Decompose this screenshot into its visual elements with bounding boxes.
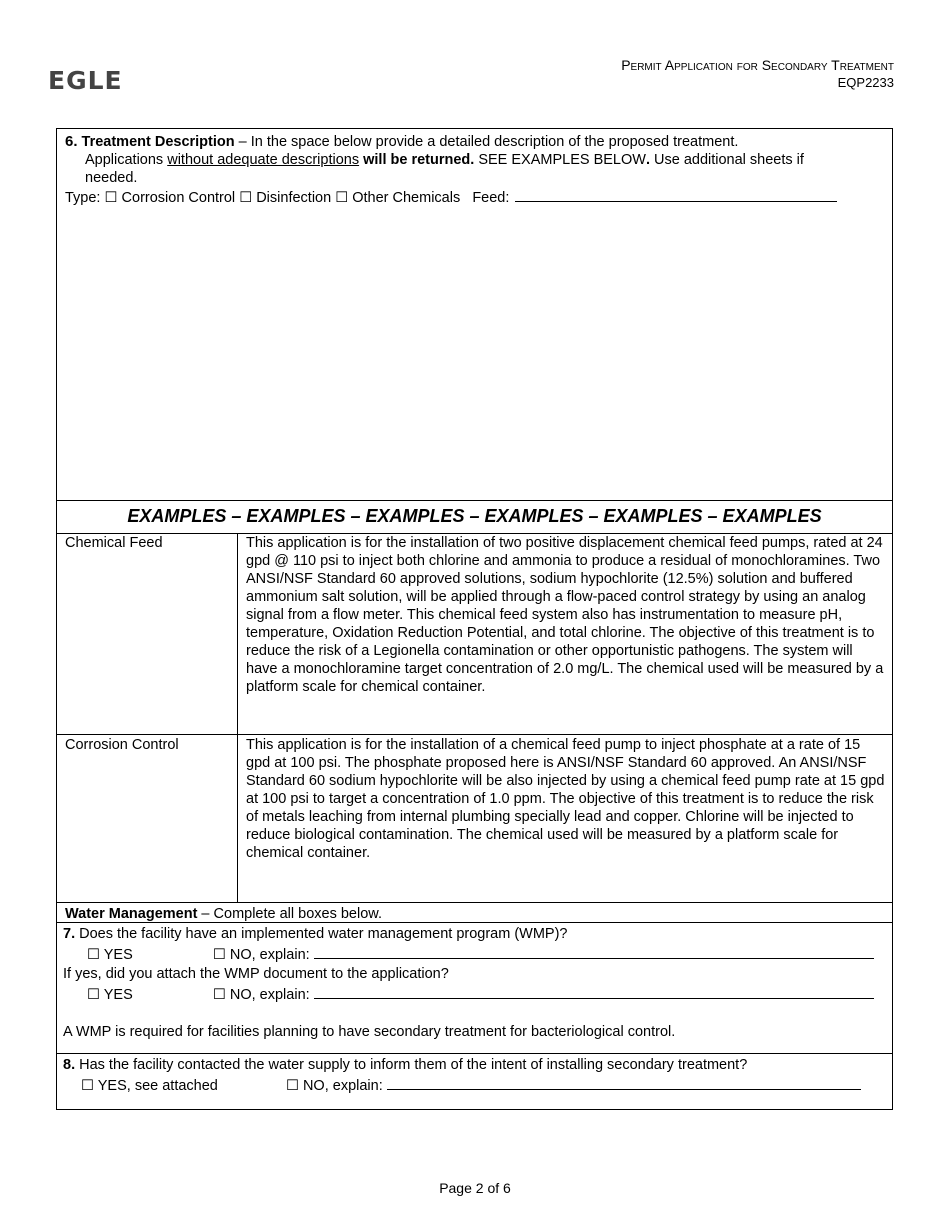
disinfection-checkbox[interactable]: ☐ Disinfection xyxy=(239,190,332,206)
q7-number: 7. xyxy=(63,926,76,942)
q6-text2u: without adequate descriptions xyxy=(167,152,360,168)
divider xyxy=(57,922,892,923)
egle-logo: EGLE xyxy=(48,66,123,95)
feed-input[interactable] xyxy=(515,187,837,202)
wmp-note: A WMP is required for facilities planning to have secondary treatment for bacteriological control. xyxy=(63,1024,676,1040)
q7-question: Does the facility have an implemented water management program (WMP)? xyxy=(75,926,568,942)
divider xyxy=(57,1053,892,1054)
divider xyxy=(57,734,892,735)
treatment-description-section xyxy=(57,129,892,500)
q8-section xyxy=(63,1056,888,1096)
type-row xyxy=(65,187,885,206)
document-title: Permit Application for Secondary Treatment xyxy=(621,57,894,73)
q7-no-checkbox[interactable]: ☐ NO, explain: xyxy=(212,947,310,963)
example-text-chemical-feed: This application is for the installation of two positive displacement chemical feed pumps, rated at 24 gpd @ 110 psi to inject both chlorine and ammonia to produce a residual of monochloramines. Two ANSI/NSF Standard 60 approved solutions, sodium hypochlorite (12.5%) solution and buffered ammonium salt solution, will be applied through a flow-paced control strategy by using an analog signal from a flow meter. This chemical feed system also has instrumentation to measure pH, temperature, Oxidation Reduction Potential, and total chlorine. The objective of this treatment is to reduce the risk of a Legionella contamination or other opportunistic pathogens. The system will have a monochloramine target concentration of 2.0 mg/L. The chemical used will be measured by a platform scale for chemical container. xyxy=(246,535,884,695)
q8-explain-input[interactable] xyxy=(387,1075,861,1090)
column-divider xyxy=(237,533,238,903)
q6-text3: needed. xyxy=(85,170,138,186)
water-management-header xyxy=(65,905,382,923)
q8-no-checkbox[interactable]: ☐ NO, explain: xyxy=(285,1078,383,1094)
q7-followup-explain-input[interactable] xyxy=(314,984,874,999)
other-chemicals-checkbox[interactable]: ☐ Other Chemicals xyxy=(335,190,461,206)
examples-heading: EXAMPLES – EXAMPLES – EXAMPLES – EXAMPLES – EXAMPLES – EXAMPLES xyxy=(127,506,822,526)
q6-number: 6. xyxy=(65,133,78,150)
q7-followup: If yes, did you attach the WMP document to the application? xyxy=(63,966,449,982)
q7-explain-input[interactable] xyxy=(314,944,874,959)
document-header xyxy=(621,56,894,92)
example-text-corrosion-control: This application is for the installation of a chemical feed pump to inject phosphate at a rate of 15 gpd at 100 psi. The phosphate proposed here is ANSI/NSF Standard 60 approved. An ANSI/NSF Standard 60 sodium hypochlorite will be also injected by using a chemical feed pump rate at 15 gpd at 100 psi to target a concentration of 1.0 ppm. The objective of this treatment is to reduce the risk of metals leaching from internal plumbing specially lead and copper. Chlorine will be injected to reduce biological contamination. The chemical used will be measured by a platform scale for chemical container. xyxy=(246,737,885,861)
q6-text xyxy=(65,133,880,187)
form-table xyxy=(56,128,893,1110)
q6-text2c: SEE EXAMPLES BELOW xyxy=(474,152,646,168)
q7-yes-checkbox[interactable]: ☐ YES xyxy=(87,947,133,963)
example-label-corrosion-control: Corrosion Control xyxy=(65,737,179,753)
type-label: Type: xyxy=(65,190,101,206)
q6-title: Treatment Description xyxy=(81,134,235,150)
q8-number: 8. xyxy=(63,1057,76,1073)
q8-yes-checkbox[interactable]: ☐ YES, see attached xyxy=(81,1078,218,1094)
q6-text1: – In the space below provide a detailed description of the proposed treatment. xyxy=(234,134,739,150)
q8-question: Has the facility contacted the water supply to inform them of the intent of installing secondary treatment? xyxy=(75,1057,748,1073)
water-management-subtitle: – Complete all boxes below. xyxy=(197,906,382,922)
q6-text2b: will be returned. xyxy=(359,152,475,168)
divider xyxy=(57,902,892,903)
example-label-chemical-feed: Chemical Feed xyxy=(65,535,163,551)
q6-text2a: Applications xyxy=(85,152,168,168)
q6-text2d: . xyxy=(645,152,650,168)
corrosion-control-checkbox[interactable]: ☐ Corrosion Control xyxy=(104,190,236,206)
form-id: EQP2233 xyxy=(837,75,894,90)
q7-section xyxy=(63,925,888,1042)
water-management-title: Water Management xyxy=(65,906,198,922)
divider xyxy=(57,500,892,501)
q7-followup-yes-checkbox[interactable]: ☐ YES xyxy=(87,987,133,1003)
q7-followup-no-checkbox[interactable]: ☐ NO, explain: xyxy=(212,987,310,1003)
feed-label: Feed: xyxy=(472,190,510,206)
q6-text2e: Use additional sheets if xyxy=(649,152,804,168)
page-number: Page 2 of 6 xyxy=(439,1180,511,1196)
